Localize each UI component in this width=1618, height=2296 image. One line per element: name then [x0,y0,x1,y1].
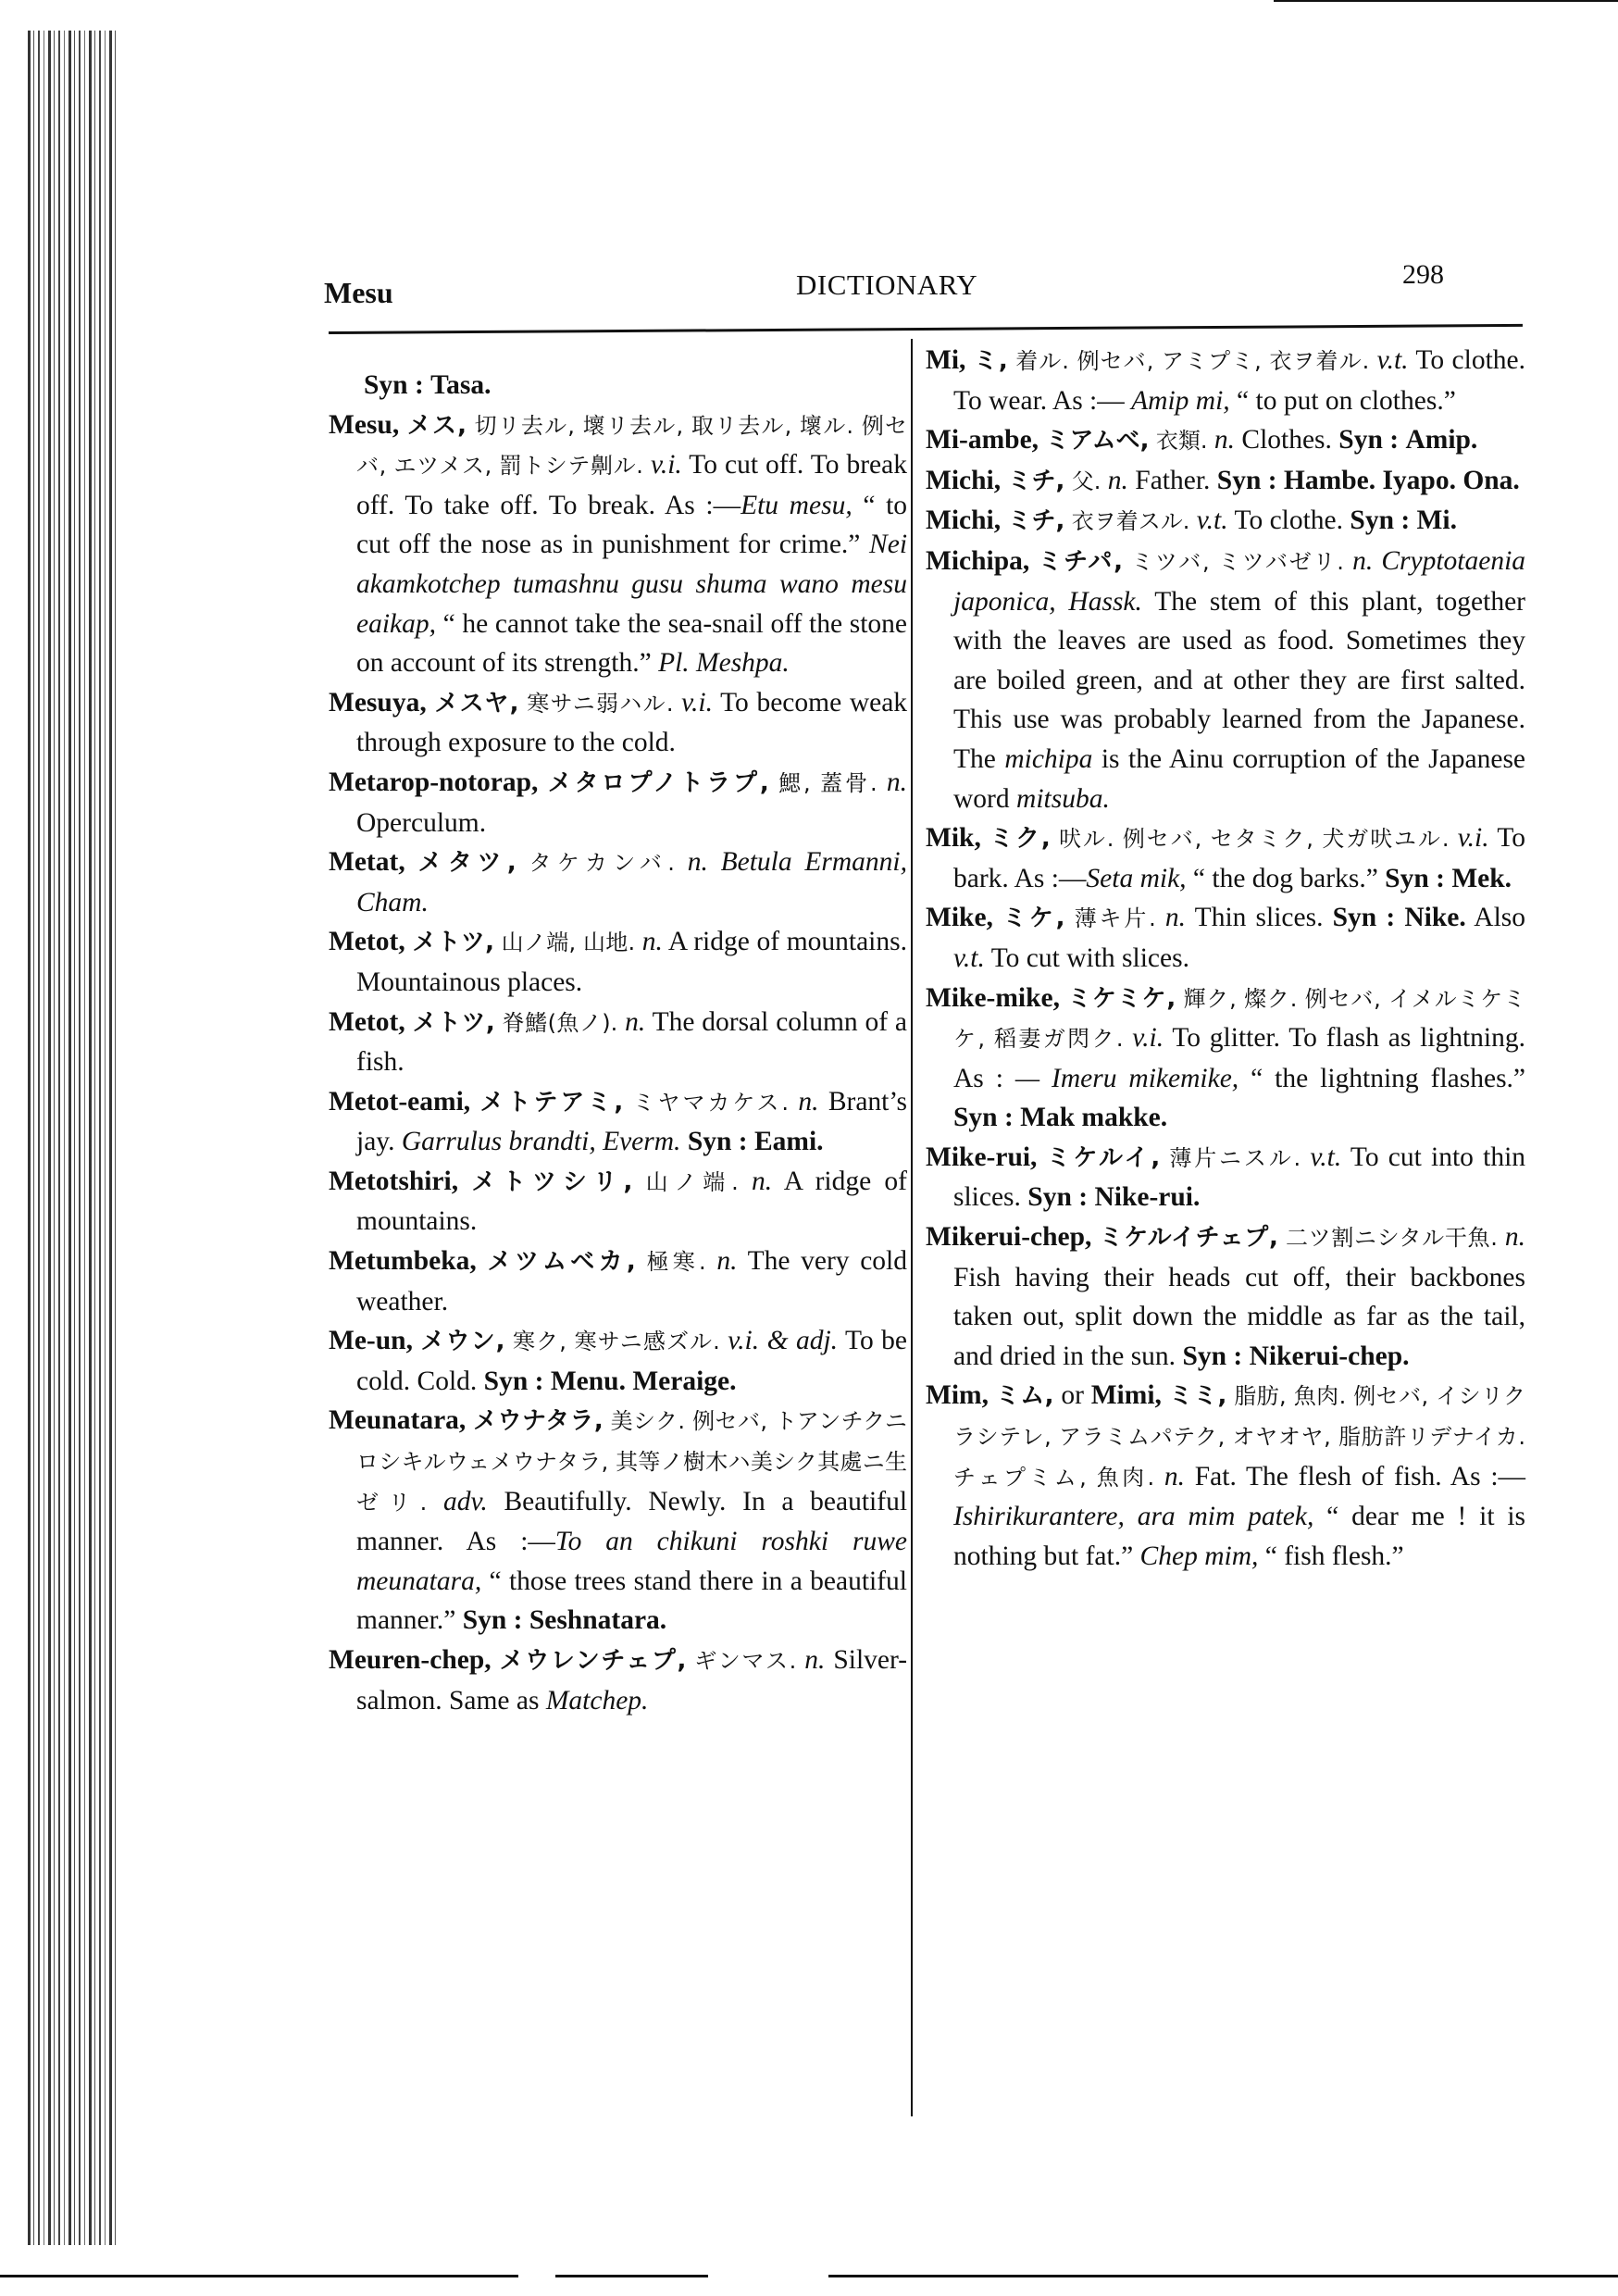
definition: The dorsal column of a fish. [356,1006,908,1078]
kana: メス, [406,411,467,440]
japanese-gloss: 寒ク, 寒サニ感ズル. [513,1329,720,1355]
dictionary-entry [926,979,1525,1138]
part-of-speech: n. [1504,1222,1526,1253]
part-of-speech: v.i. [1457,823,1489,854]
definition: To clothe. To wear. As :— [953,345,1526,416]
headword: Mesuya, [329,687,427,718]
japanese-gloss: 切リ去ル, 壞リ去ル, 取リ去ル, 壞ル. 例セバ, エツメス, 罰トシテ劓ル. [356,412,908,480]
scan-edge-gap [708,2273,828,2280]
dictionary-entry [926,1376,1525,1576]
kana: メトツシリ, [471,1167,633,1196]
japanese-gloss: 極寒. [646,1249,706,1276]
japanese-gloss: 薄片ニスル. [1169,1144,1301,1171]
synonym-label: Syn : [483,1366,544,1396]
definition: Clothes. [1241,425,1332,455]
part-of-speech: n. [804,1645,826,1675]
headword: Mi, [926,345,966,375]
part-of-speech: n. [1214,425,1236,455]
definition: Thin slices. [1194,903,1324,933]
synonym-label: Syn : [1182,1341,1243,1371]
definition: The very cold weather. [356,1246,908,1316]
part-of-speech: v.i. [650,450,682,480]
part-of-speech: & adj. [766,1326,839,1356]
part-of-speech: n. [1164,903,1187,933]
kana: ミミ, [1168,1382,1227,1411]
left-column [329,366,907,1720]
definition: The stem of this plant, together with the leaves are used as food. Sometimes they are boiled green, and at other they are first salted. This use was probably learned from the Japanese. The [953,586,1526,774]
translation: “ the lightning flashes.” [1251,1063,1526,1093]
definition: To glitter. To flash as lightning. As : [953,1023,1526,1093]
part-of-speech: v.t. [1310,1142,1342,1172]
japanese-gloss: 父. [1071,468,1101,494]
translation: “ those trees stand there in a beautiful manner.” [356,1566,907,1636]
dictionary-entry [926,542,1525,818]
scan-edge-gap [518,2273,555,2280]
headword: Mikerui-chep, [926,1222,1092,1253]
kana: ミチ, [1007,467,1065,495]
synonym-label: Syn : [462,1605,523,1636]
part-of-speech: adv. [442,1486,488,1516]
definition: Brant’s jay. [356,1086,908,1157]
kana: メタロプノトラプ, [547,768,769,797]
headword: Me-un, [329,1326,413,1356]
page-number: 298 [1402,259,1444,290]
kana: メウレンチェプ, [499,1647,687,1675]
dictionary-entry [926,818,1525,898]
column-divider [911,339,913,2116]
translation: “ to put on clothes.” [1237,385,1456,416]
dictionary-entry [329,842,907,922]
synonym-label: Syn : [1350,505,1411,536]
translation: “ fish flesh.” [1264,1541,1404,1571]
dictionary-entry [926,1138,1525,1217]
japanese-gloss: 薄キ片. [1074,905,1156,932]
definition: To cut into thin slices. [953,1142,1526,1213]
part-of-speech: n. [751,1166,773,1196]
synonym: Mek. [1451,863,1512,893]
synonym: Nike-rui. [1094,1182,1201,1213]
part-of-speech: n. [1107,465,1128,495]
example: — Imeru mikemike, [1014,1063,1239,1093]
synonym-label: Syn : [1216,465,1277,495]
japanese-gloss: 鰓, 蓋骨. [778,769,877,796]
headword: Michi, [926,505,1002,536]
definition: Silver-salmon. Same as [356,1645,908,1716]
synonym-label: Syn : [953,1103,1014,1133]
japanese-gloss: 山ノ端, 山地. [501,930,636,956]
definition: To become weak through exposure to the cold. [356,687,908,758]
example: Seta mik, [1086,863,1187,893]
definition: A ridge of mountains. [356,1166,907,1237]
definition: To cut with slices. [990,942,1189,973]
japanese-gloss: 二ツ割ニシタル干魚. [1285,1225,1498,1252]
cross-reference: Matchep. [545,1685,649,1716]
synonym: Mi. [1416,505,1457,536]
japanese-gloss: 脊鰭(魚ノ). [502,1009,618,1036]
synonym: Menu. Meraige. [550,1366,737,1396]
synonym-label: Syn : [1027,1182,1089,1213]
example: Nei akamkotchep tumashnu gusu shuma wano mesu eaikap, [356,530,908,639]
translation: “ the dog barks.” [1192,863,1378,893]
example: Ishirikurantere, ara mim patek, [953,1502,1314,1532]
kana: ミ, [973,347,1008,375]
dictionary-entry [926,341,1525,420]
headword: Mike-mike, [926,982,1061,1013]
dictionary-entry [926,420,1525,461]
dictionary-entry [329,1321,907,1401]
example: Etu mesu, [741,490,853,520]
kana: ミム, [995,1382,1054,1411]
dictionary-entry [329,922,907,1002]
syn-line: Syn : Tasa. [364,370,492,400]
kana: ミチ, [1007,507,1065,536]
kana: メスヤ, [434,689,519,718]
kana: メウナタラ, [473,1407,604,1436]
definition: To be cold. Cold. [356,1326,908,1396]
dictionary-entry [329,1401,907,1641]
dictionary-entry [926,1217,1525,1376]
dictionary-entry [329,1003,907,1082]
headword-variant: Mimi, [1090,1380,1162,1411]
headword: Mim, [926,1380,989,1411]
right-column [926,341,1525,1576]
synonym: Hambe. Iyapo. Ona. [1283,465,1520,495]
japanese-gloss: ミヤマカケス. [632,1089,789,1116]
part-of-speech: v.t. [953,942,985,973]
scientific-name: Garrulus brandti, Everm. [401,1127,681,1157]
synonym: Mak makke. [1020,1103,1168,1133]
part-of-speech: v.t. [1376,345,1409,375]
synonym-label: Syn : [1385,863,1445,893]
headword: Metotshiri, [329,1166,459,1196]
definition: is the Ainu corruption of the Japanese word [953,743,1526,814]
headword: Metot-eami, [329,1086,471,1117]
definition: To clothe. [1234,505,1344,536]
also-label: Also [1474,903,1526,933]
synonym: Amip. [1405,425,1478,455]
definition: To cut off. To break off. To take off. To break. As :— [356,450,907,520]
synonym-label: Syn : [1338,425,1400,455]
synonym: Eami. [753,1127,824,1157]
dictionary-entry [329,683,907,763]
japanese-gloss: 衣ヲ着スル. [1071,508,1190,535]
dictionary-entry [926,461,1525,502]
headword: Metat, [329,847,405,878]
definition: Fish having their heads cut off, their backbones taken out, split down the middle as far as the tail, and dried in the sun. [953,1262,1525,1371]
headword: Metot, [329,1006,405,1037]
japanese-gloss: 輝ク, 燦ク. 例セバ, イメルミケミケ, 稻妻ガ閃ク. [953,985,1525,1053]
headword: Meunatara, [329,1405,467,1436]
kana: メトツ, [412,1008,495,1037]
headword: Mesu, [329,409,400,440]
kana: ミク, [989,825,1051,854]
synonym-label: Syn : [687,1127,748,1157]
definition: Beautifully. Newly. In a beautiful manner. As :— [356,1486,908,1557]
dictionary-entry [329,763,907,842]
headword: Mi-ambe, [926,425,1039,455]
scientific-name: Betula Ermanni, Cham. [356,847,907,917]
headword: Michi, [926,465,1002,495]
kana: メツムベカ, [487,1248,636,1277]
definition: Fat. The flesh of fish. As :— [1194,1461,1526,1491]
kana: ミケミケ, [1067,984,1176,1013]
headword: Mike-rui, [926,1142,1038,1172]
japanese-gloss: ギンマス. [694,1648,797,1674]
definition: Operculum. [356,807,487,838]
part-of-speech: n. [886,767,908,797]
dictionary-entry [329,1242,907,1321]
synonym: Seshnatara. [529,1605,667,1636]
japanese-gloss: 美シク. 例セバ, トアンチクニロシキルウェメウナタラ, 其等ノ樹木ハ美シク其處ニ生ゼリ. [356,1408,908,1516]
dictionary-entry [329,1082,907,1162]
headword: Mike, [926,903,993,933]
example: michipa [1004,743,1093,774]
kana: ミチパ, [1038,547,1124,576]
kana: メウン, [420,1328,505,1356]
definition: Father. [1135,465,1211,495]
japanese-gloss: ミツバ, ミツバゼリ. [1131,548,1344,575]
japanese-gloss: 脂肪, 魚肉. 例セバ, イシリクラシテレ, アラミムパテク, オヤオヤ, 脂肪許リデナイカ. チェプミム, 魚肉. [953,1383,1525,1491]
running-head: Mesu [324,276,393,309]
headword: Meuren-chep, [329,1645,492,1675]
dictionary-entry [926,501,1525,542]
japanese-gloss: タケカンバ. [529,850,675,877]
definition: To bark. As :— [953,823,1526,893]
dictionary-entry [329,1641,907,1720]
part-of-speech: n. [625,1006,646,1037]
part-of-speech: n. [1164,1461,1185,1491]
kana: ミアムベ, [1045,427,1150,455]
example: Amip mi, [1131,385,1230,416]
part-of-speech: v.i. [728,1326,760,1356]
or-label: or [1061,1380,1084,1411]
part-of-speech: n. [641,927,663,957]
part-of-speech: n. [798,1086,819,1117]
japanese-gloss: 山ノ端. [645,1168,739,1195]
synonym: Nikerui-chep. [1249,1341,1410,1371]
japanese-gloss: 着ル. 例セバ, アミプミ, 衣ヲ着ル. [1015,348,1370,374]
kana: ミケルイ, [1046,1143,1161,1172]
japanese-gloss: 衣類. [1155,428,1208,455]
scientific-name: Cryptotaenia japonica, Hassk. [953,545,1526,617]
part-of-speech: v.i. [681,687,713,718]
dictionary-entry [329,1162,907,1242]
translation: “ dear me ! it is nothing but fat.” [953,1502,1525,1571]
example: To an chikuni roshki ruwe meunatara, [356,1527,907,1596]
part-of-speech: n. [716,1246,738,1277]
header-rule [329,324,1523,334]
translation: “ he cannot take the sea-snail off the stone on account of its strength.” [356,608,908,679]
book-binding-edge [28,31,117,2245]
kana: ミケ, [1002,905,1065,933]
translation: “ to cut off the nose as in punishment for crime.” [356,490,908,560]
definition: A ridge of mountains. Mountainous places. [356,927,907,997]
part-of-speech: v.i. [1132,1023,1164,1054]
kana: メトツ, [412,929,495,957]
kana: メタツ, [417,849,517,878]
part-of-speech: n. [1352,545,1374,576]
headword: Mik, [926,823,981,854]
headword: Metarop-notorap, [329,767,539,797]
page-title: DICTIONARY [796,268,978,301]
synonym-label: Syn : [1332,903,1396,933]
japanese-gloss: 吠ル. 例セバ, セタミク, 犬ガ吠ユル. [1059,826,1450,853]
dictionary-entry [926,898,1525,978]
example: Chep mim, [1139,1541,1259,1571]
plural: Pl. Meshpa. [658,648,790,679]
japanese-gloss: 寒サニ弱ハル. [527,690,674,717]
headword: Metot, [329,927,405,957]
synonym: Nike. [1404,903,1466,933]
example: mitsuba. [1016,783,1110,814]
dictionary-entry [329,406,907,683]
headword: Michipa, [926,545,1030,576]
kana: メトテアミ, [479,1088,624,1117]
scan-edge-line [1274,0,1618,2]
headword: Metumbeka, [329,1246,477,1277]
part-of-speech: n. [687,847,708,878]
part-of-speech: v.t. [1196,505,1228,536]
kana: ミケルイチェプ, [1099,1224,1278,1253]
